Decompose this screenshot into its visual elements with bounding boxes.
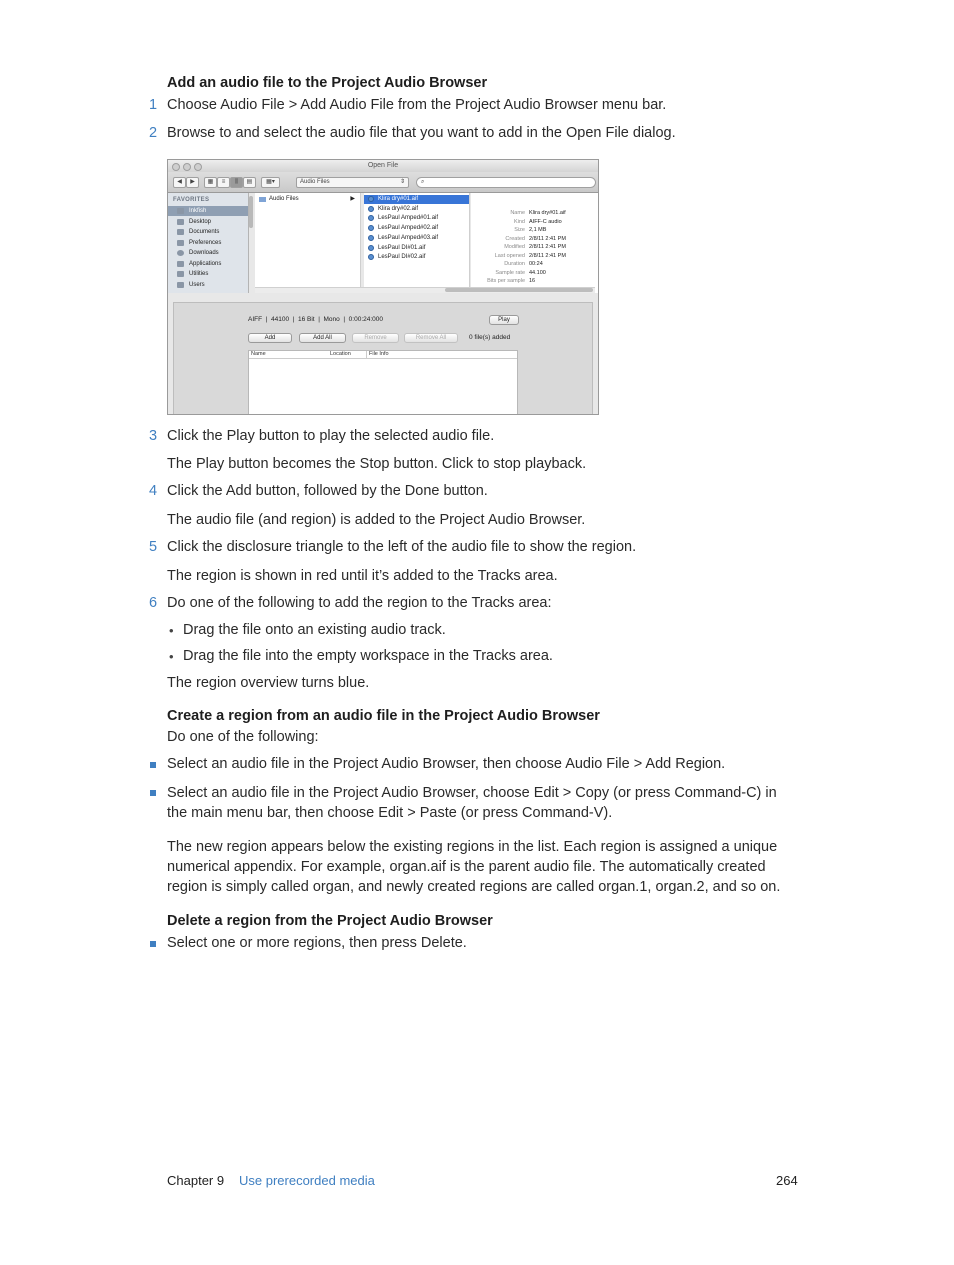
- square-bullet-icon: [150, 790, 156, 796]
- column-view-icon[interactable]: ⫼: [230, 177, 243, 188]
- desktop-icon: [177, 219, 184, 225]
- browser-column-1: [255, 193, 361, 293]
- step-note: The Play button becomes the Stop button. Click to stop playback.: [167, 456, 587, 472]
- step-number: 5: [149, 539, 158, 555]
- step-text: Choose Audio File > Add Audio File from the Project Audio Browser menu bar.: [167, 97, 667, 113]
- remove-all-button[interactable]: Remove All: [404, 333, 458, 343]
- disclosure-arrow-icon: ▶: [350, 196, 355, 202]
- info-row: Duration 00:24: [504, 261, 543, 267]
- sidebar-item-applications[interactable]: Applications: [168, 259, 248, 269]
- file-info-column: [471, 193, 598, 293]
- section-intro: Do one of the following:: [167, 729, 319, 745]
- location-label: Audio Files: [300, 179, 330, 185]
- folder-icon: [259, 197, 266, 202]
- section-heading-create-region: Create a region from an audio file in the Project Audio Browser: [167, 708, 600, 724]
- remove-button[interactable]: Remove: [352, 333, 399, 343]
- step-number: 3: [149, 428, 158, 444]
- sidebar-item-downloads[interactable]: Downloads: [168, 248, 248, 258]
- sidebar-item-utilities[interactable]: Utilities: [168, 269, 248, 279]
- bullet-icon: •: [169, 623, 174, 638]
- sidebar-item-users[interactable]: Users: [168, 280, 248, 290]
- audio-file-icon: [368, 254, 374, 260]
- arrange-menu-icon[interactable]: ▦▾: [261, 177, 280, 188]
- list-item[interactable]: LesPaul DI#02.aif: [364, 253, 469, 262]
- list-item[interactable]: Klira dry#02.aif: [364, 205, 469, 214]
- play-button[interactable]: Play: [489, 315, 519, 325]
- list-item[interactable]: Klira dry#01.aif: [364, 195, 469, 204]
- downloads-icon: [177, 250, 184, 256]
- step-text: Click the Add button, followed by the Done button.: [167, 483, 488, 499]
- info-row: Last opened 2/8/11 2:41 PM: [494, 252, 566, 259]
- section-heading-add-audio: Add an audio file to the Project Audio Browser: [167, 75, 488, 91]
- coverflow-view-icon[interactable]: ▤: [243, 177, 256, 188]
- list-item-text: Select an audio file in the Project Audio Browser, choose Edit > Copy (or press Command-C) in the main menu bar, then choose Edit > Paste (or press Command-V).: [167, 785, 777, 821]
- dialog-title: Open File: [168, 160, 598, 172]
- browser-column-2: [364, 193, 470, 293]
- sidebar-item-preferences[interactable]: Preferences: [168, 238, 248, 248]
- popup-arrows-icon: ⇕: [399, 179, 405, 185]
- audio-file-icon: [368, 225, 374, 231]
- list-view-icon[interactable]: ≡: [217, 177, 230, 188]
- info-row: Sample rate 44.100: [495, 269, 546, 276]
- step-note: The region overview turns blue.: [167, 675, 370, 691]
- audio-file-icon: [368, 215, 374, 221]
- added-files-table: [248, 350, 518, 415]
- list-item[interactable]: LesPaul Amped#03.aif: [364, 234, 469, 243]
- scrollbar-thumb[interactable]: [445, 288, 593, 292]
- body-paragraph: The new region appears below the existing regions in the list. Each region is assigned a unique numerical appendix. For example, organ.aif is the parent audio file. The automatically created region is simply called organ, and newly created regions are called organ.1, organ.2, and so on.: [167, 839, 781, 895]
- step-text: Do one of the following to add the region to the Tracks area:: [167, 595, 552, 611]
- info-row: Bits per sample 16: [487, 278, 536, 284]
- zoom-window-icon[interactable]: [194, 163, 202, 171]
- files-added-count: 0 file(s) added: [469, 334, 511, 341]
- step-text: Click the disclosure triangle to the left of the audio file to show the region.: [167, 539, 637, 555]
- audio-file-icon: [368, 235, 374, 241]
- audio-file-add-panel: [173, 302, 593, 415]
- step-number: 1: [149, 97, 158, 113]
- footer-chapter-link[interactable]: Use prerecorded media: [239, 1173, 375, 1188]
- section-heading-delete-region: Delete a region from the Project Audio Browser: [167, 913, 493, 929]
- step-note: The audio file (and region) is added to the Project Audio Browser.: [167, 512, 586, 528]
- step-number: 2: [149, 125, 158, 141]
- minimize-window-icon[interactable]: [183, 163, 191, 171]
- folder-icon: [177, 240, 184, 246]
- sidebar-item-inkfish[interactable]: Inkfish: [168, 206, 248, 216]
- search-icon: ⌕: [421, 179, 425, 185]
- search-field[interactable]: [416, 177, 596, 188]
- horizontal-scrollbar[interactable]: [255, 287, 595, 293]
- column-header-location[interactable]: Location: [330, 351, 351, 357]
- applications-icon: [177, 261, 184, 267]
- info-row: Name Klira dry#01.aif: [510, 210, 566, 216]
- list-item[interactable]: LesPaul DI#01.aif: [364, 244, 469, 253]
- column-header-file-info[interactable]: File Info: [366, 351, 389, 358]
- sidebar-item-desktop[interactable]: Desktop: [168, 217, 248, 227]
- file-format-info: AIFF | 44100 | 16 Bit | Mono | 0:00:24:000: [248, 316, 384, 323]
- audio-file-icon: [368, 206, 374, 212]
- home-icon: [177, 208, 184, 214]
- sidebar-heading: FAVORITES: [173, 197, 210, 203]
- utilities-icon: [177, 271, 184, 277]
- square-bullet-icon: [150, 941, 156, 947]
- close-window-icon[interactable]: [172, 163, 180, 171]
- folder-icon: [177, 282, 184, 288]
- step-number: 6: [149, 595, 158, 611]
- list-item-text: Select an audio file in the Project Audio Browser, then choose Audio File > Add Region.: [167, 756, 726, 772]
- sidebar-item-documents[interactable]: Documents: [168, 227, 248, 237]
- add-all-button[interactable]: Add All: [299, 333, 346, 343]
- column-header-name[interactable]: Name: [251, 351, 266, 357]
- list-item[interactable]: Audio Files ▶: [255, 195, 360, 204]
- audio-file-icon: [368, 196, 374, 202]
- step-text: Click the Play button to play the selected audio file.: [167, 428, 495, 444]
- forward-icon[interactable]: ▶: [186, 177, 199, 188]
- info-row: Size 2,1 MB: [514, 227, 547, 233]
- list-item[interactable]: LesPaul Amped#01.aif: [364, 214, 469, 223]
- page-number: 264: [776, 1173, 798, 1188]
- finder-sidebar: [168, 193, 249, 293]
- sidebar-scrollbar[interactable]: [249, 196, 253, 228]
- list-item[interactable]: LesPaul Amped#02.aif: [364, 224, 469, 233]
- step-note: The region is shown in red until it’s added to the Tracks area.: [167, 568, 558, 584]
- info-row: Created 2/8/11 2:41 PM: [505, 235, 566, 242]
- open-file-dialog: [167, 159, 599, 415]
- icon-view-icon[interactable]: ▦: [204, 177, 217, 188]
- back-icon[interactable]: ◀: [173, 177, 186, 188]
- square-bullet-icon: [150, 762, 156, 768]
- step-number: 4: [149, 483, 158, 499]
- footer-chapter: Chapter 9: [167, 1173, 225, 1188]
- step-text: Browse to and select the audio file that you want to add in the Open File dialog.: [167, 125, 676, 141]
- info-row: Kind AIFF-C audio: [513, 218, 562, 225]
- location-popup[interactable]: [296, 177, 409, 188]
- bullet-text: Drag the file into the empty workspace in the Tracks area.: [183, 648, 553, 664]
- add-button[interactable]: Add: [248, 333, 292, 343]
- documents-icon: [177, 229, 184, 235]
- bullet-text: Drag the file onto an existing audio track.: [183, 622, 446, 638]
- dialog-toolbar: [168, 172, 598, 193]
- list-item-text: Select one or more regions, then press Delete.: [167, 935, 467, 951]
- bullet-icon: •: [169, 649, 174, 664]
- audio-file-icon: [368, 245, 374, 251]
- info-row: Modified 2/8/11 2:41 PM: [504, 244, 566, 250]
